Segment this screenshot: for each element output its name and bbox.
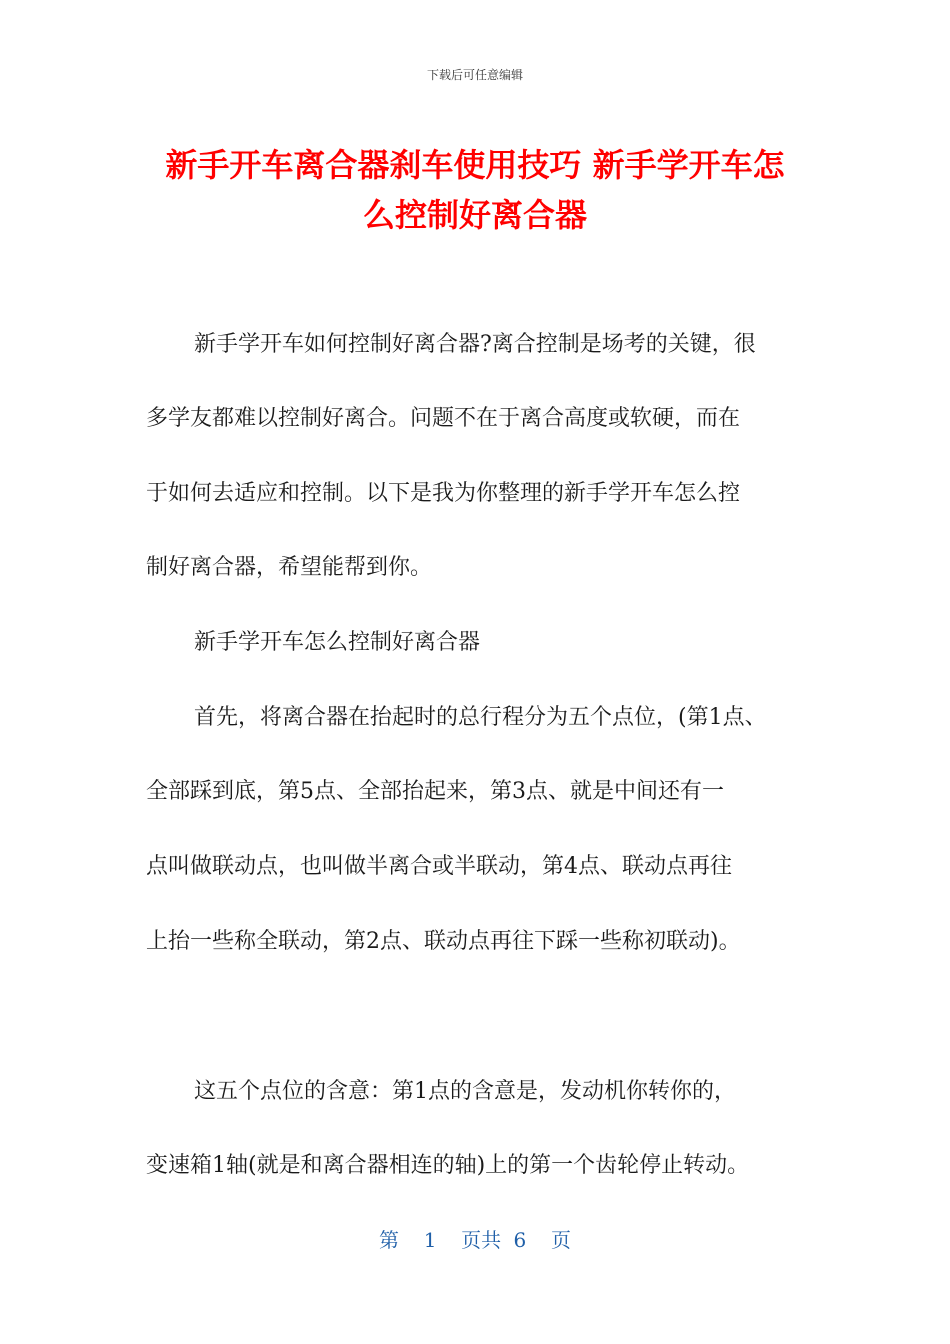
body-line: 这五个点位的含意：第1点的含意是，发动机你转你的， xyxy=(194,1079,736,1104)
header-note: 下载后可任意编辑 xyxy=(426,68,523,82)
section-heading: 新手学开车怎么控制好离合器 xyxy=(194,630,481,655)
body-line: 多学友都难以控制好离合。问题不在于离合高度或软硬，而在 xyxy=(146,406,741,431)
body-line: 于如何去适应和控制。以下是我为你整理的新手学开车怎么控 xyxy=(146,481,741,506)
title-line-2: 么控制好离合器 xyxy=(362,196,587,234)
body-line: 新手学开车如何控制好离合器?离合控制是场考的关键，很 xyxy=(194,332,756,357)
title-line-1: 新手开车离合器刹车使用技巧 新手学开车怎 xyxy=(165,146,785,184)
body-line: 上抬一些称全联动，第2点、联动点再往下踩一些称初联动)。 xyxy=(146,929,741,954)
body-line: 全部踩到底，第5点、全部抬起来，第3点、就是中间还有一 xyxy=(146,779,724,804)
body-line: 变速箱1轴(就是和离合器相连的轴)上的第一个齿轮停止转动。 xyxy=(146,1153,750,1178)
body-line: 点叫做联动点，也叫做半离合或半联动，第4点、联动点再往 xyxy=(146,854,732,879)
page-footer: 第 1 页共 6 页 xyxy=(379,1228,571,1252)
document-title xyxy=(100,140,850,240)
body-line: 首先，将离合器在抬起时的总行程分为五个点位，(第1点、 xyxy=(194,705,767,730)
body-line: 制好离合器，希望能帮到你。 xyxy=(146,555,433,580)
